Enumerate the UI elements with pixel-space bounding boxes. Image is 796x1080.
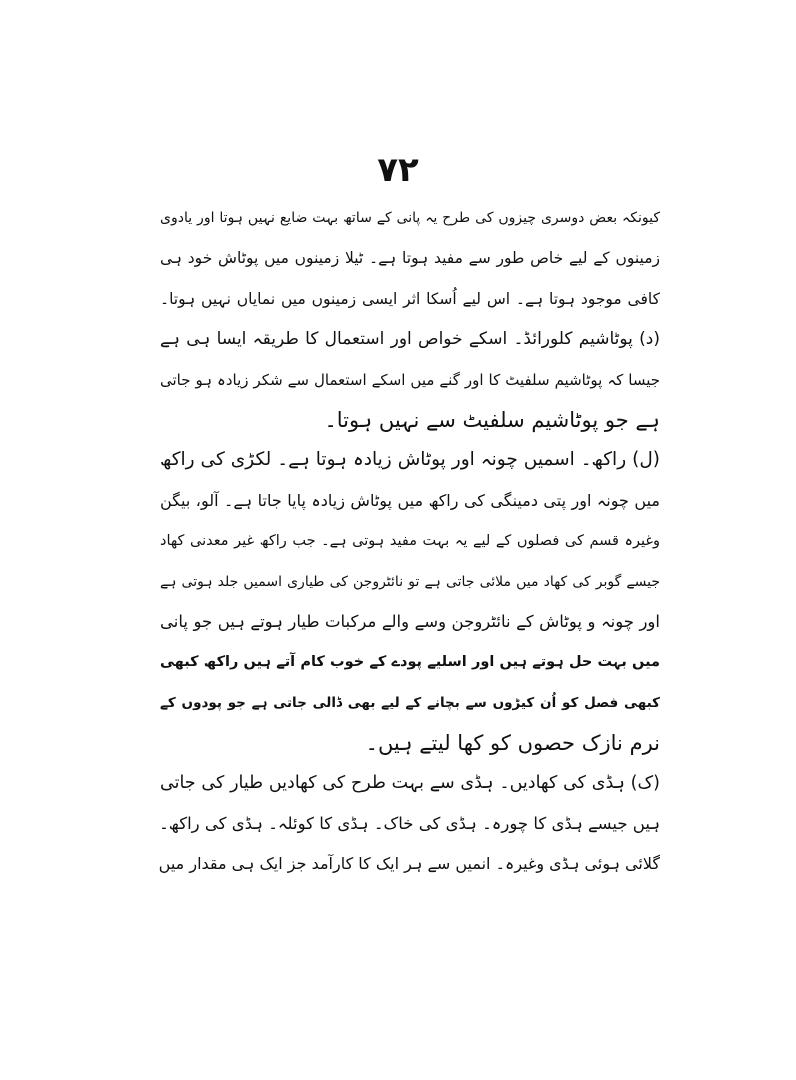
text-line-17: گلائی ہوئی ہڈی وغیرہ۔ انمیں سے ہر ایک کا کارآمد جز ایک ہی مقدار میں — [158, 854, 660, 874]
text-line-13: کبھی فصل کو اُن کیڑوں سے بچانے کے لیے بھی ڈالی جاتی ہے جو پودوں کے — [160, 694, 660, 711]
text-line-8: میں چونہ اور پتی دمینگی کی راکھ میں پوٹاش زیادہ پایا جاتا ہے۔ آلو، بیگن — [160, 490, 660, 510]
text-line-12: میں بہت حل ہوتے ہیں اور اسلیے پودے کے خوب کام آتے ہیں راکھ کبھی — [160, 654, 660, 671]
text-line-1: کیونکہ بعض دوسری چیزوں کی طرح یہ پانی کے ساتھ بہت ضایع نہیں ہوتا اور یادوی — [160, 210, 660, 226]
body-text — [160, 198, 660, 885]
text-line-14: نرم نازک حصوں کو کھا لیتے ہیں۔ — [365, 731, 660, 756]
text-line-7: (ل) راکھ۔ اسمیں چونہ اور پوٹاش زیادہ ہوتا ہے۔ لکڑی کی راکھ — [160, 449, 660, 471]
page-number: ۷۲ — [377, 150, 419, 190]
text-line-9: وغیرہ قسم کی فصلوں کے لیے یہ بہت مفید ہوتی ہے۔ جب راکھ غیر معدنی کھاد — [160, 533, 660, 550]
text-line-11: اور چونہ و پوٹاش کے نائٹروجن وسے والے مرکبات طیار ہوتے ہیں جو پانی — [160, 611, 660, 631]
text-line-15: (ک) ہڈی کی کھادیں۔ ہڈی سے بہت طرح کی کھادیں طیار کی جاتی — [160, 773, 660, 794]
text-line-5: جیسا کہ پوٹاشیم سلفیٹ کا اور گنے میں اسکے استعمال سے شکر زیادہ ہو جاتی — [160, 370, 660, 389]
text-line-2: زمینوں کے لیے خاص طور سے مفید ہوتا ہے۔ ٹیلا زمینوں میں پوٹاش خود ہی — [160, 249, 660, 268]
text-line-4: (د) پوٹاشیم کلورائڈ۔ اسکے خواص اور استعمال کا طریقہ ایسا ہی ہے — [160, 329, 660, 350]
text-line-16: ہیں جیسے ہڈی کا چورہ۔ ہڈی کی خاک۔ ہڈی کا کوئلہ۔ ہڈی کی راکھ۔ — [159, 813, 660, 833]
text-line-3: کافی موجود ہوتا ہے۔ اس لیے اُسکا اثر ایسی زمینوں میں نمایاں نہیں ہوتا۔ — [160, 289, 660, 308]
text-line-6: ہے جو پوٹاشیم سلفیٹ سے نہیں ہوتا۔ — [324, 407, 660, 432]
text-line-10: جیسے گوبر کی کھاد میں ملائی جاتی ہے تو نائٹروجن کی طیاری اسمیں جلد ہوتی ہے — [160, 573, 660, 590]
